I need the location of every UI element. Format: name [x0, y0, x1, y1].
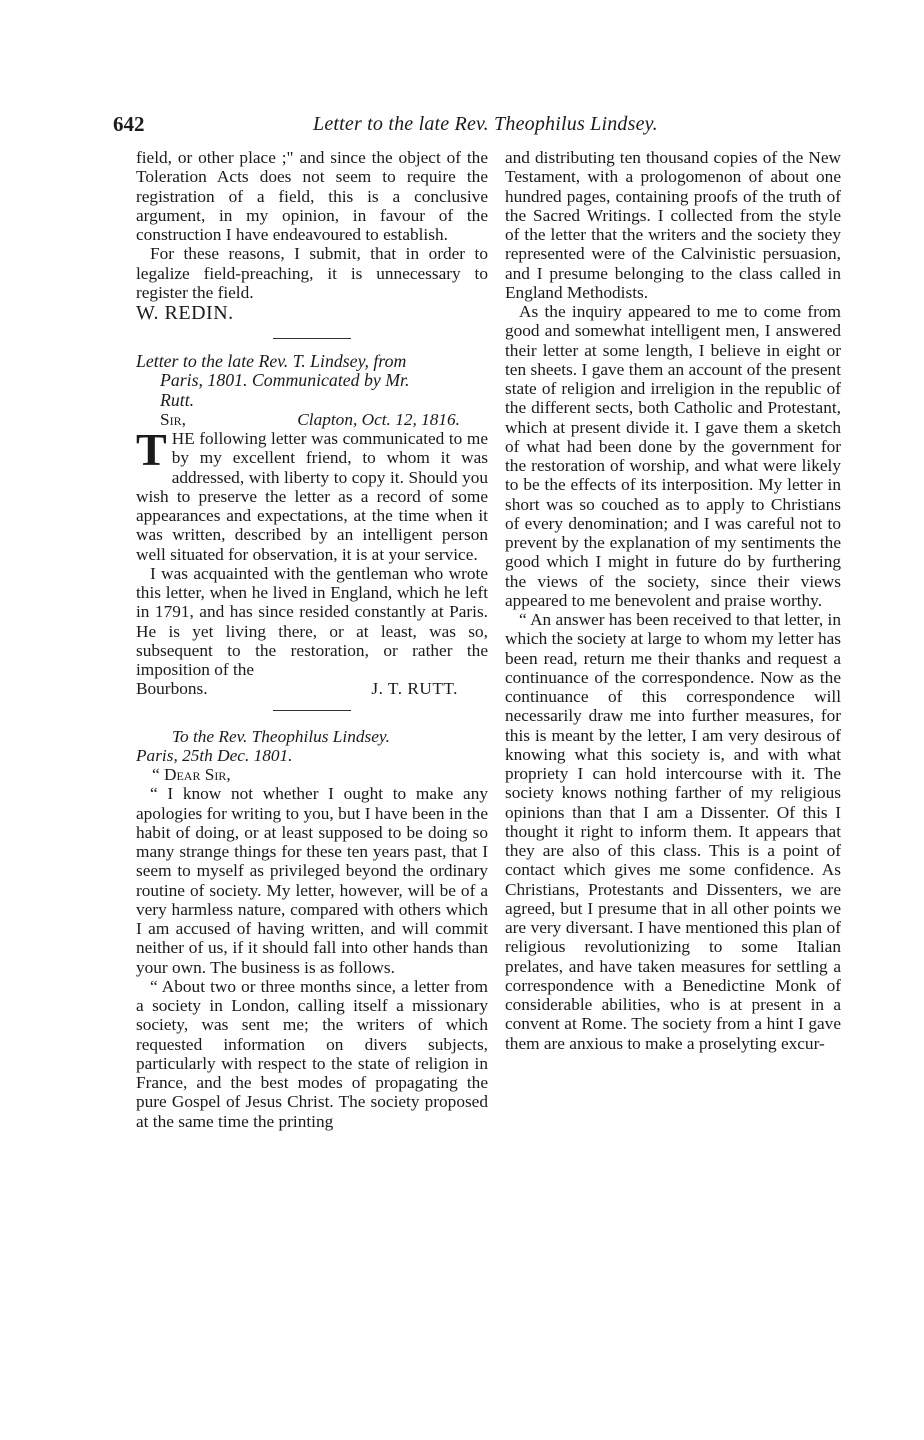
signature-rutt: J. T. RUTT.: [371, 679, 458, 699]
paragraph: For these reasons, I submit, that in order to legalize field-preaching, it is unnecessary to register the field.: [136, 244, 488, 302]
salutation: Sir,: [160, 409, 186, 429]
letter-date: Paris, 25th Dec. 1801.: [136, 745, 293, 765]
section-divider: [273, 338, 351, 339]
running-head: Letter to the late Rev. Theophilus Lindsey.: [313, 113, 658, 135]
place-date: Clapton, Oct. 12, 1816.: [297, 409, 460, 429]
paragraph: and distributing ten thousand copies of the New Testament, with a prologomenon of about one hundred pages, containing proofs of the truth of the Sacred Writings. I collected from the style of the letter that the writers and the society they represented were of the Calvinistic persuasion, and I presume belonging to the class called in England Methodists.: [505, 148, 841, 302]
drop-cap: T: [136, 424, 167, 475]
paragraph: As the inquiry appeared to me to come from good and somewhat intelligent men, I answered their letter at some length, I believe in eight or ten sheets. I gave them an account of the present state of religion and irreligion in the republic of the different sects, both Catholic and Protestant, which at present divide it. I gave them a sketch of what had been done by the government for the restoration of worship, and what were likely to be the effects of its interposition. My letter in short was so couched as to apply to Christians of every denomination; and I was careful not to prevent by the explanation of my sentiments the good which I might in future do by furthering the views of the society, since their views appeared to me benevolent and praise worthy.: [505, 302, 841, 610]
closing-word: Bourbons.: [136, 679, 208, 699]
signature-redin: W. REDIN.: [136, 302, 234, 324]
paragraph: “ I know not whether I ought to make any apologies for writing to you, but I have been in the habit of doing, or at least supposed to be doing so many strange things for these ten years past, that I seem to myself as privileged beyond the ordinary routine of society. My letter, however, will be of a very harmless nature, compared with others which I am accused of having written, and will commit neither of us, if it should fall into other hands than your own. The business is as follows.: [136, 784, 488, 977]
paragraph: I was acquainted with the gentleman who wrote this letter, when he lived in England, which he left in 1791, and has since resided constantly at Paris. He is yet living there, or at least, was so, subsequent to the restoration, or rather the imposition of the: [136, 563, 488, 679]
dear-sir: “ Dear Sir,: [152, 765, 231, 784]
right-column: [505, 148, 841, 1053]
paragraph: THE following letter was communicated to me by my excellent friend, to whom it was addressed, with liberty to copy it. Should you wish to preserve the letter as a record of some appearances and expectations, at the time when it was written, described by an intelligent person well situated for observation, it is at your service.: [136, 424, 488, 564]
page-number: 642: [113, 112, 145, 136]
page-header: [113, 112, 693, 142]
left-column: [136, 148, 488, 1131]
paragraph: “ About two or three months since, a letter from a society in London, calling itself a missionary society, was sent me; the writers of which requested information on divers subjects, particularly with respect to the state of religion in France, and the best modes of propagating the pure Gospel of Jesus Christ. The society proposed at the same time the printing: [136, 976, 488, 1131]
paragraph: field, or other place ;" and since the object of the Toleration Acts does not seem to require the registration of a field, this is a conclusive argument, in my opinion, in favour of the construction I have endeavoured to establish.: [136, 148, 488, 244]
article-title: Letter to the late Rev. T. Lindsey, from Paris, 1801. Communicated by Mr. Rutt.: [136, 351, 410, 410]
closing-line: [136, 679, 488, 698]
paragraph: “ An answer has been received to that letter, in which the society at large to whom my letter has been read, return me their thanks and request a continuance of the correspondence. Now as the continuance of this correspondence will necessarily draw me into further measures, for this is meant by the letter, I am very desirous of knowing what this society is, and with what propriety I can hold intercourse with it. The society knows nothing farther of my religious opinions than that I am a Dissenter. Of this I thought it right to inform them. It appears that they are also of this class. This is a point of contact which gives me some confidence. As Christians, Protestants and Dissenters, we are agreed, but I presume that in all other points we are very diversant. I have mentioned this plan of religious revolutionizing to some Italian prelates, and have taken measures for settling a correspondence with a Benedictine Monk of considerable abilities, who is at present in a convent at Rome. The society from a hint I gave them are anxious to make a proselyting excur-: [505, 610, 841, 1053]
section-divider: [273, 710, 351, 711]
letter-addressee: To the Rev. Theophilus Lindsey.: [172, 726, 390, 746]
salutation-line: [136, 410, 488, 429]
